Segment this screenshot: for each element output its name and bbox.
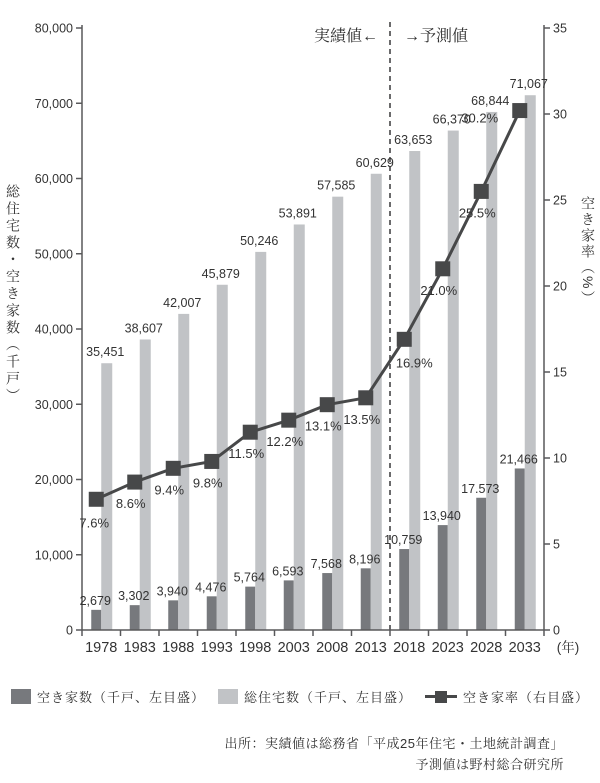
label-vacant-1993: 4,476	[195, 580, 227, 595]
bar-vacant-1983	[130, 605, 140, 630]
label-rate-2028: 25.5%	[458, 205, 496, 221]
label-vacant-1983: 3,302	[118, 589, 150, 604]
rate-marker-2018	[397, 332, 412, 347]
label-total-2008: 57,585	[317, 178, 356, 193]
right-axis-title: 空き家率（%）	[580, 196, 596, 307]
label-rate-1988: 9.4%	[154, 482, 185, 498]
x-label-2008: 2008	[316, 640, 349, 656]
label-rate-1983: 8.6%	[115, 496, 146, 512]
x-label-2018: 2018	[393, 640, 426, 656]
bar-total-2033	[525, 95, 536, 630]
label-total-2003: 53,891	[278, 206, 317, 221]
label-vacant-1988: 3,940	[156, 584, 188, 599]
right-tick-label: 25	[553, 193, 567, 208]
label-total-2033: 71,067	[509, 77, 548, 92]
left-tick-label: 40,000	[34, 322, 73, 337]
x-label-2028: 2028	[470, 640, 503, 656]
actual-values-label: 実績値←	[313, 28, 378, 45]
x-label-2003: 2003	[277, 640, 310, 656]
rate-marker-2003	[281, 413, 296, 428]
right-tick-label: 10	[553, 451, 567, 466]
label-total-1998: 50,246	[240, 233, 279, 248]
rate-marker-2028	[474, 184, 489, 199]
label-total-1978: 35,451	[86, 345, 125, 360]
label-rate-2023: 21.0%	[420, 282, 458, 298]
label-rate-2033: 30.2%	[461, 110, 499, 126]
left-tick-label: 0	[66, 623, 73, 638]
label-total-2028: 68,844	[471, 93, 510, 108]
left-tick-label: 20,000	[34, 473, 73, 487]
x-label-1978: 1978	[85, 640, 118, 656]
bar-vacant-1988	[168, 600, 178, 630]
legend-label-vacant-count: 空き家数（千戸、左目盛）	[36, 690, 205, 705]
bar-vacant-2018	[399, 549, 409, 630]
label-vacant-2018: 10,759	[384, 533, 423, 548]
legend-label-vacancy-rate: 空き家率（右目盛）	[463, 690, 590, 705]
x-label-1988: 1988	[162, 640, 195, 656]
bar-total-2018	[409, 151, 420, 630]
label-vacant-2028: 17.573	[461, 481, 500, 496]
bar-vacant-2008	[322, 573, 332, 630]
right-tick-label: 5	[553, 537, 560, 552]
bar-vacant-1998	[245, 587, 255, 630]
legend-item-vacancy-rate	[425, 687, 589, 706]
legend-item-total-count	[218, 687, 412, 706]
bar-total-2023	[448, 131, 459, 630]
left-tick-label: 80,000	[34, 21, 73, 36]
label-rate-1978: 7.6%	[79, 515, 110, 531]
left-tick-label: 30,000	[34, 397, 73, 412]
label-vacant-2008: 7,568	[310, 557, 342, 572]
label-total-2013: 60,629	[355, 155, 394, 170]
rate-marker-1978	[89, 492, 104, 507]
legend-swatch-total-icon	[218, 689, 238, 704]
source-note	[225, 733, 564, 776]
rate-marker-2013	[358, 390, 373, 405]
source-line-1: 出所：実績値は総務省「平成25年住宅・土地統計調査」	[224, 736, 564, 751]
bar-vacant-2003	[284, 580, 294, 630]
bar-vacant-2033	[515, 468, 525, 630]
left-tick-label: 60,000	[34, 172, 73, 186]
label-total-1993: 45,879	[201, 266, 240, 281]
x-label-1993: 1993	[200, 640, 233, 656]
rate-marker-2023	[435, 261, 450, 276]
rate-marker-1988	[166, 461, 181, 476]
label-rate-1993: 9.8%	[192, 475, 223, 491]
label-vacant-2013: 8,196	[349, 552, 381, 567]
label-total-1983: 38,607	[124, 321, 163, 336]
legend-item-vacant-count	[11, 687, 205, 706]
bar-vacant-1978	[91, 610, 101, 630]
label-total-2023: 66,370	[432, 112, 471, 127]
label-vacant-2023: 13,940	[422, 509, 461, 524]
source-line-2: 予測値は野村総合研究所	[415, 757, 564, 773]
x-label-1998: 1998	[239, 640, 272, 656]
rate-marker-2008	[320, 397, 335, 412]
right-tick-label: 20	[553, 279, 567, 294]
label-total-1988: 42,007	[163, 295, 202, 310]
label-vacant-1998: 5,764	[233, 570, 265, 585]
right-tick-label: 0	[553, 623, 560, 638]
label-vacant-2033: 21,466	[499, 452, 538, 467]
bar-vacant-1993	[207, 596, 217, 630]
left-tick-label: 10,000	[34, 548, 73, 563]
rate-marker-1993	[204, 454, 219, 469]
label-vacant-2003: 6,593	[272, 564, 304, 579]
x-label-2013: 2013	[354, 640, 387, 656]
label-rate-1998: 11.5%	[228, 446, 265, 462]
legend-rate-marker	[435, 691, 447, 703]
right-tick-label: 35	[553, 21, 567, 36]
bar-vacant-2028	[476, 498, 486, 630]
x-label-1983: 1983	[123, 640, 156, 656]
right-tick-label: 15	[553, 365, 567, 380]
legend-label-total-count: 総住宅数（千戸、左目盛）	[243, 690, 412, 705]
legend-swatch-vacant-icon	[11, 689, 31, 704]
x-axis-unit: (年)	[556, 640, 580, 655]
right-tick-label: 30	[553, 107, 567, 122]
bar-vacant-2013	[361, 568, 371, 630]
rate-marker-1998	[243, 425, 258, 440]
label-rate-2013: 13.5%	[343, 411, 381, 427]
legend-swatch-rate-line-icon	[425, 689, 457, 704]
left-tick-label: 70,000	[34, 96, 73, 111]
bar-vacant-2023	[438, 525, 448, 630]
forecast-values-label: →予測値	[404, 28, 469, 45]
rate-marker-2033	[512, 103, 527, 118]
left-tick-label: 50,000	[34, 247, 73, 262]
label-rate-2008: 13.1%	[304, 418, 342, 434]
legend	[0, 687, 600, 706]
x-label-2033: 2033	[508, 640, 541, 656]
label-vacant-1978: 2,679	[79, 593, 111, 608]
label-rate-2003: 12.2%	[266, 434, 304, 450]
label-rate-2018: 16.9%	[395, 355, 433, 371]
x-label-2023: 2023	[431, 640, 464, 656]
label-total-2018: 63,653	[394, 133, 433, 148]
rate-marker-1983	[127, 475, 142, 490]
left-axis-title: 総住宅数・空き家数（千戸）	[5, 184, 21, 405]
